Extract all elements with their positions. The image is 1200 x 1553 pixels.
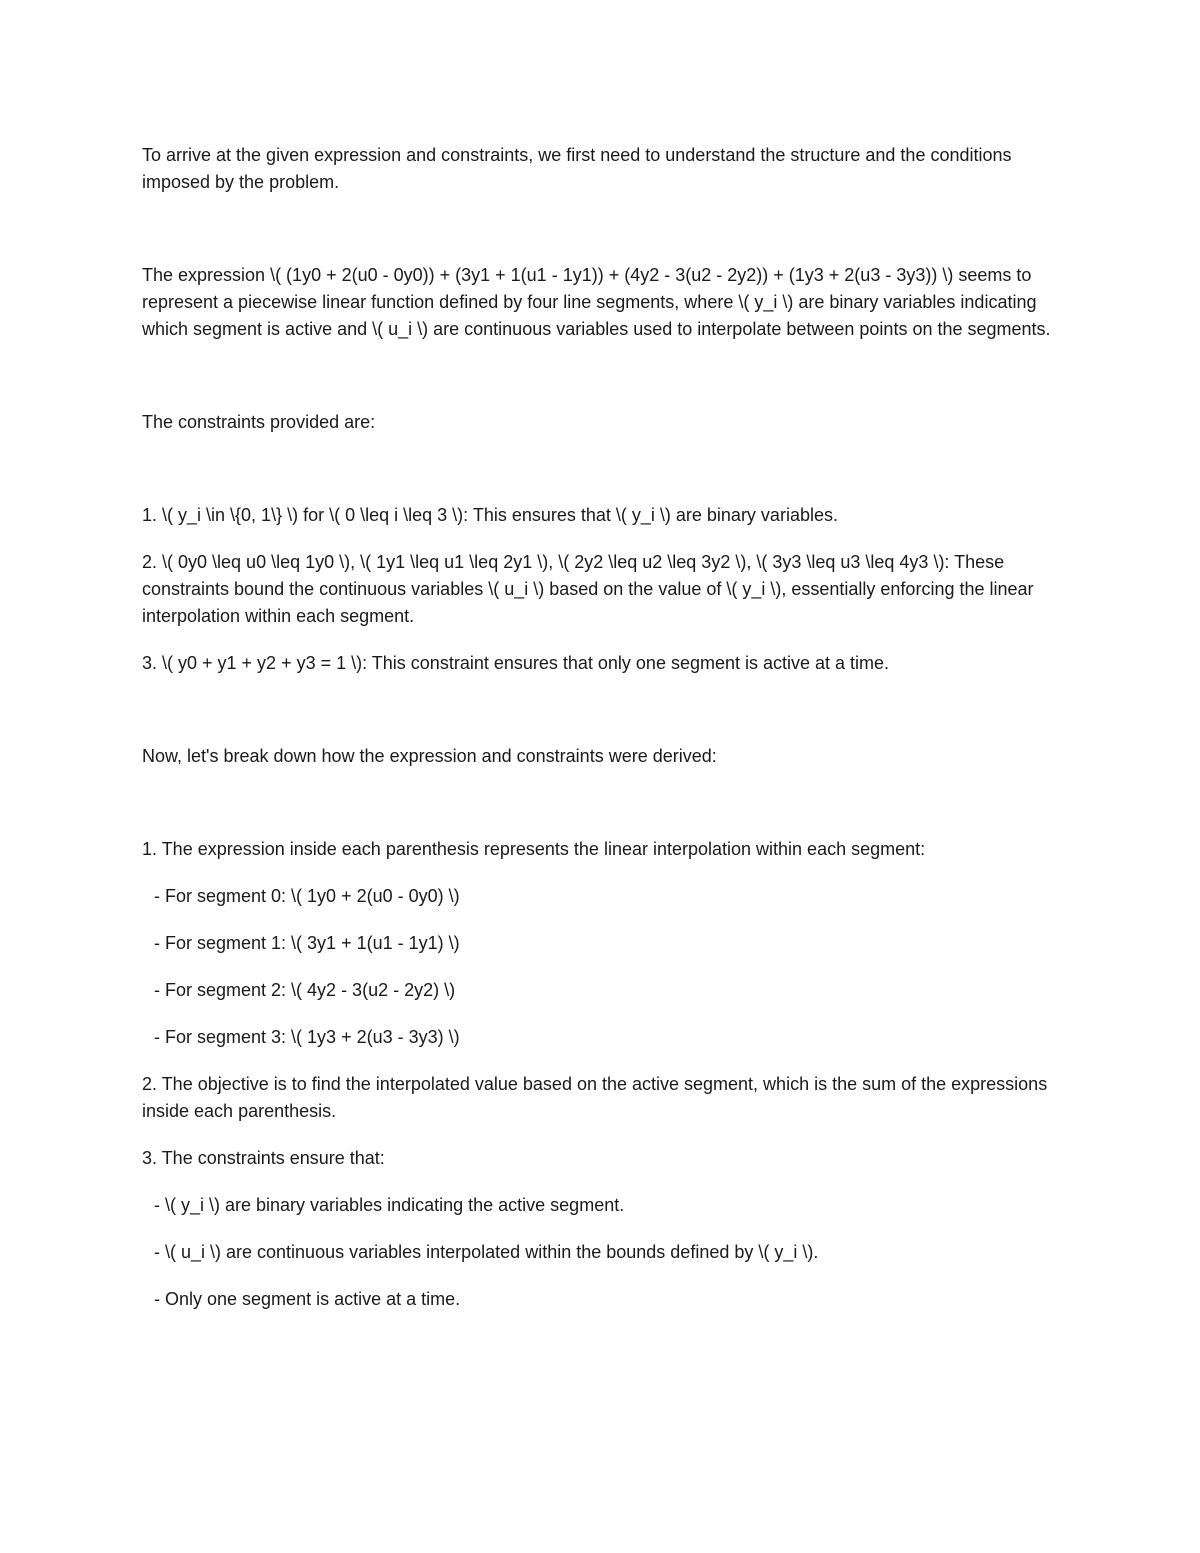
constraints-heading: The constraints provided are:	[142, 412, 376, 432]
ensure-bullet-2: - \( u_i \) are continuous variables interpolated within the bounds defined by \( y_i \).	[154, 1242, 819, 1262]
intro-paragraph: To arrive at the given expression and constraints, we first need to understand the structure and the conditions imposed by the problem.	[142, 145, 1012, 192]
derivation-item-1: 1. The expression inside each parenthesis represents the linear interpolation within each segment:	[142, 839, 926, 859]
segment-1-line: - For segment 1: \( 3y1 + 1(u1 - 1y1) \)	[154, 933, 460, 953]
constraint-item-1: 1. \( y_i \in \{0, 1\} \) for \( 0 \leq i \leq 3 \): This ensures that \( y_i \) are binary variables.	[142, 505, 838, 525]
constraint-item-2: 2. \( 0y0 \leq u0 \leq 1y0 \), \( 1y1 \leq u1 \leq 2y1 \), \( 2y2 \leq u2 \leq 3y2 \), \( 3y3 \leq u3 \leq 4y3 \): These constraints bound the continuous variables \( u_i \) based on the value of \( y_i \), essentially enforcing the linear interpolation within each segment.	[142, 552, 1034, 626]
ensure-bullet-1: - \( y_i \) are binary variables indicating the active segment.	[154, 1195, 625, 1215]
derivation-item-2: 2. The objective is to find the interpolated value based on the active segment, which is the sum of the expressions inside each parenthesis.	[142, 1074, 1048, 1121]
expression-paragraph: The expression \( (1y0 + 2(u0 - 0y0)) + (3y1 + 1(u1 - 1y1)) + (4y2 - 3(u2 - 2y2)) + (1y3 + 2(u3 - 3y3)) \) seems to represent a piecewise linear function defined by four line segments, where \( y_i \) are binary variables indicating which segment is active and \( u_i \) are continuous variables used to interpolate between points on the segments.	[142, 265, 1051, 339]
ensure-bullet-3: - Only one segment is active at a time.	[154, 1289, 461, 1309]
segment-2-line: - For segment 2: \( 4y2 - 3(u2 - 2y2) \)	[154, 980, 456, 1000]
segment-0-line: - For segment 0: \( 1y0 + 2(u0 - 0y0) \)	[154, 886, 460, 906]
constraint-item-3: 3. \( y0 + y1 + y2 + y3 = 1 \): This constraint ensures that only one segment is active at a time.	[142, 653, 890, 673]
segment-3-line: - For segment 3: \( 1y3 + 2(u3 - 3y3) \)	[154, 1027, 460, 1047]
document-body	[142, 142, 1057, 1313]
derivation-heading: Now, let's break down how the expression and constraints were derived:	[142, 746, 717, 766]
derivation-item-3: 3. The constraints ensure that:	[142, 1148, 385, 1168]
